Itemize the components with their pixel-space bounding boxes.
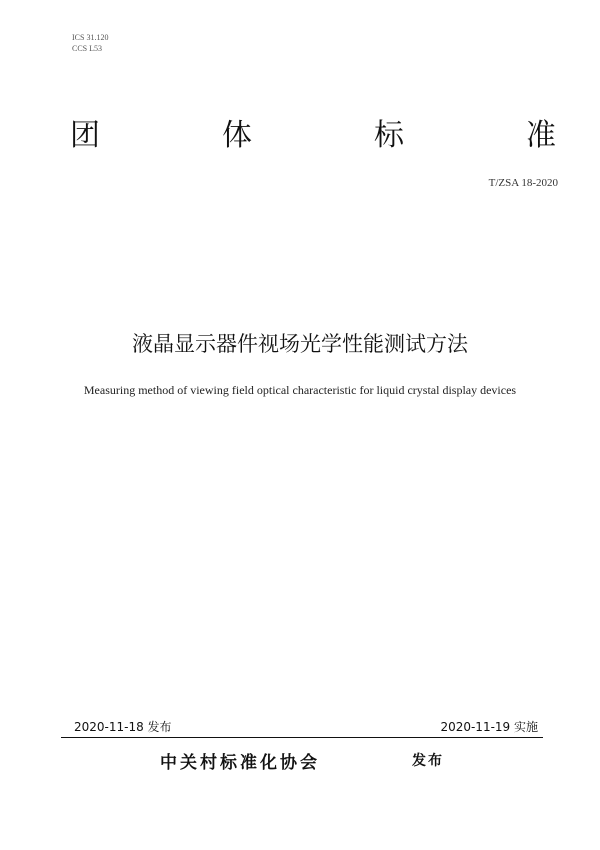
heading-char-2: 体 xyxy=(222,118,252,153)
ics-code: ICS 31.120 xyxy=(72,33,109,42)
footer-divider xyxy=(61,737,543,738)
ccs-code: CCS L53 xyxy=(72,44,103,53)
standard-number: T/ZSA 18-2020 xyxy=(488,177,558,189)
heading-char-1: 团 xyxy=(70,118,100,153)
issued-label: 发布 xyxy=(412,753,444,769)
publisher-line xyxy=(160,748,460,772)
classification-codes xyxy=(72,32,108,54)
publisher-name: 中关村标准化协会 xyxy=(160,753,320,773)
english-title: Measuring method of viewing field optical characteristic for liquid crystal display devices xyxy=(83,383,517,397)
release-date: 2020-11-18 发布 xyxy=(74,720,172,734)
heading-char-3: 标 xyxy=(374,118,404,153)
chinese-title: 液晶显示器件视场光学性能测试方法 xyxy=(132,332,468,356)
heading-char-4: 准 xyxy=(526,118,556,153)
implementation-date: 2020-11-19 实施 xyxy=(440,720,538,734)
group-standard-heading xyxy=(70,112,556,152)
